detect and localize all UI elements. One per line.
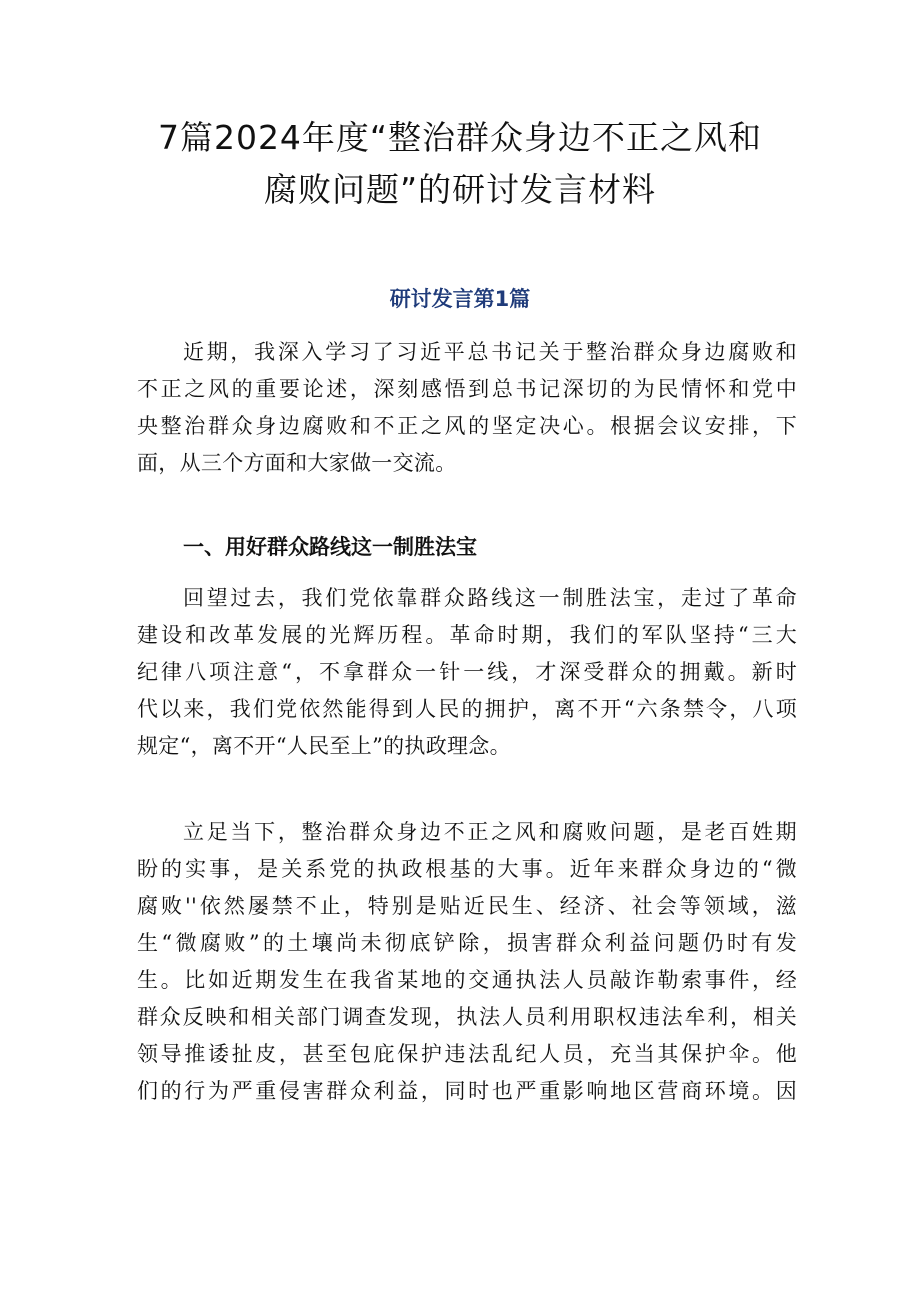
paragraph-line: 建设和改革发展的光辉历程。革命时期，我们的军队坚持“三大 xyxy=(137,623,797,647)
paragraph-line: 面，从三个方面和大家做一交流。 xyxy=(137,451,457,475)
paragraph-line: 领导推诿扯皮，甚至包庇保护违法乱纪人员，充当其保护伞。他 xyxy=(137,1042,797,1066)
title-line-1: 7篇2024年度“整治群众身边不正之风和 xyxy=(157,118,763,157)
section-heading: 研讨发言第1篇 xyxy=(389,287,531,311)
paragraph-line: 盼的实事，是关系党的执政根基的大事。近年来群众身边的“微 xyxy=(137,857,797,881)
paragraph-2 xyxy=(137,580,797,765)
paragraph-line: 央整治群众身边腐败和不正之风的坚定决心。根据会议安排，下 xyxy=(137,414,797,438)
paragraph-line: 规定“，离不开“人民至上”的执政理念。 xyxy=(137,734,511,758)
paragraph-line: 回望过去，我们党依靠群众路线这一制胜法宝，走过了革命 xyxy=(183,586,797,610)
paragraph-3 xyxy=(137,814,797,1110)
subheading-1: 一、用好群众路线这一制胜法宝 xyxy=(183,535,477,559)
paragraph-line: 近期，我深入学习了习近平总书记关于整治群众身边腐败和 xyxy=(183,340,797,364)
document-title xyxy=(100,112,820,216)
paragraph-line: 代以来，我们党依然能得到人民的拥护，离不开“六条禁令，八项 xyxy=(137,697,797,721)
paragraph-line: 腐败''依然屡禁不止，特别是贴近民生、经济、社会等领域，滋 xyxy=(137,894,797,918)
paragraph-line: 立足当下，整治群众身边不正之风和腐败问题，是老百姓期 xyxy=(183,820,797,844)
paragraph-line: 们的行为严重侵害群众利益，同时也严重影响地区营商环境。因 xyxy=(137,1079,797,1103)
paragraph-line: 不正之风的重要论述，深刻感悟到总书记深切的为民情怀和党中 xyxy=(137,377,797,401)
paragraph-line: 生“微腐败”的土壤尚未彻底铲除，损害群众利益问题仍时有发 xyxy=(137,931,797,955)
title-line-2: 腐败问题”的研讨发言材料 xyxy=(263,170,657,209)
paragraph-line: 纪律八项注意“，不拿群众一针一线，才深受群众的拥戴。新时 xyxy=(137,660,797,684)
paragraph-line: 生。比如近期发生在我省某地的交通执法人员敲诈勒索事件，经 xyxy=(137,968,797,992)
paragraph-line: 群众反映和相关部门调查发现，执法人员利用职权违法牟利，相关 xyxy=(137,1005,797,1029)
paragraph-1 xyxy=(137,334,797,482)
